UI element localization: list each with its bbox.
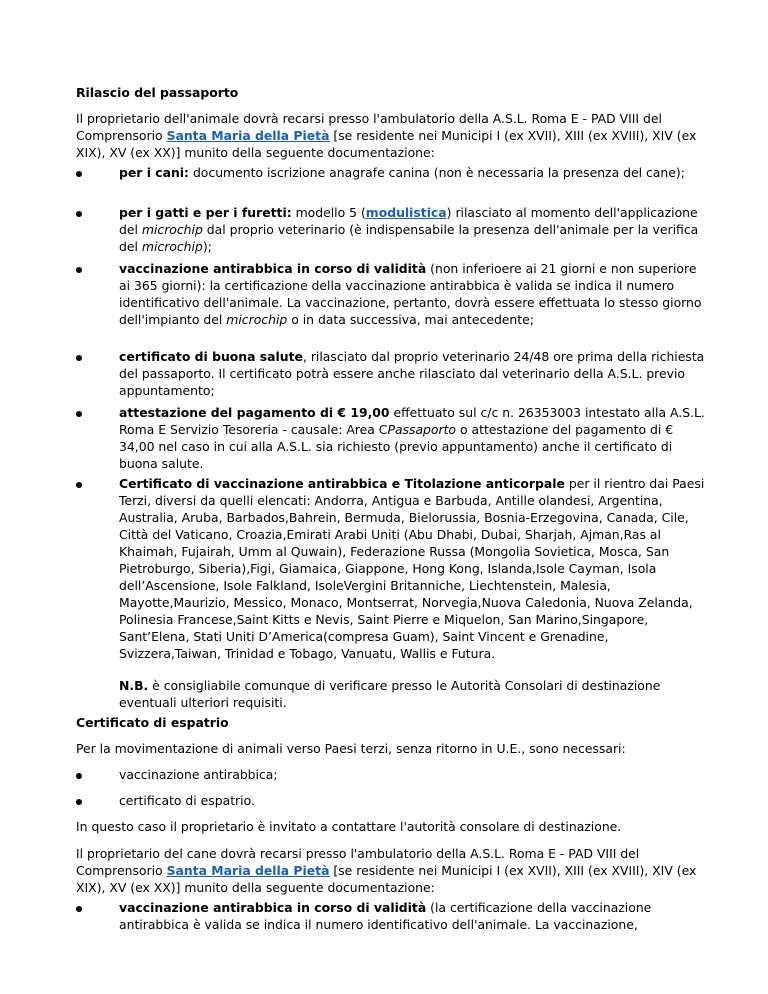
espatrio-intro: Per la movimentazione di animali verso Paesi terzi, senza ritorno in U.E., sono necessari:: [76, 741, 626, 756]
modulistica-link[interactable]: modulistica: [365, 205, 447, 220]
item-text: documento iscrizione anagrafe canina (non è necessaria la presenza del cane);: [189, 165, 685, 180]
item-label: per i cani:: [119, 165, 189, 180]
list-item-vaccinazione: [119, 260, 709, 328]
intro-paragraph: [76, 110, 708, 161]
item-label: certificato di buona salute: [119, 349, 303, 364]
bullet-icon: [76, 211, 82, 217]
item-emphasis: Passaporto: [387, 422, 457, 437]
santa-maria-link[interactable]: Santa Maria della Pietà: [166, 128, 330, 143]
item-text: dal proprio veterinario (è indispensabile la presenza dell'animale per la verifica del: [119, 222, 699, 254]
intro-text: Il proprietario dell'animale dovrà recarsi presso l'ambulatorio della A.S.L. Roma E - PAD VIII del Comprensorio: [76, 111, 662, 143]
nb-label: N.B.: [119, 678, 149, 693]
section-title-passaporto: Rilascio del passaporto: [76, 85, 239, 100]
item-label: vaccinazione antirabbica in corso di validità: [119, 261, 427, 276]
item-text: ) rilasciato al momento dell'applicazione del: [119, 205, 698, 237]
list-item-gatti: [119, 204, 709, 255]
paragraph-text-2: [se residente nei Municipi I (ex XVII), XIII (ex XVIII), XIV (ex XIX), XV (ex XX)] munito della seguente documentazione:: [76, 863, 697, 895]
bullet-icon: [76, 171, 82, 177]
list-item-titolazione: [119, 475, 709, 662]
item-label: per i gatti e per i furetti:: [119, 205, 292, 220]
item-label: attestazione del pagamento di € 19,00: [119, 405, 390, 420]
list-item-certificato-salute: [119, 348, 709, 399]
bullet-icon: [76, 355, 82, 361]
item-emphasis: microchip: [141, 239, 203, 254]
item-text: o in data successiva, mai antecedente;: [287, 312, 534, 327]
item-emphasis: microchip: [226, 312, 288, 327]
paragraph-text: Il proprietario del cane dovrà recarsi presso l'ambulatorio della A.S.L. Roma E - PAD VIII del Comprensorio: [76, 846, 640, 878]
item-text: , rilasciato dal proprio veterinario 24/48 ore prima della richiesta del passaporto. Il certificato potrà essere anche rilasciato dal veterinario della A.S.L. previo appuntamento;: [119, 349, 705, 398]
item-text: modello 5 (: [291, 205, 366, 220]
bullet-icon: [76, 799, 82, 805]
bullet-icon: [76, 411, 82, 417]
list-item-cani: [119, 164, 709, 181]
item-text: );: [202, 239, 212, 254]
list-item-vaccinazione-2: [119, 899, 709, 933]
item-emphasis: microchip: [141, 222, 203, 237]
bullet-icon: [76, 773, 82, 779]
santa-maria-link-2[interactable]: Santa Maria della Pietà: [166, 863, 330, 878]
item-text: effettuato sul c/c n. 26353003 intestato alla A.S.L. Roma E Servizio Tesoreria - causale: Area C: [119, 405, 705, 437]
list-item-certificato-espatrio: certificato di espatrio.: [119, 793, 255, 808]
item-label: vaccinazione antirabbica in corso di validità: [119, 900, 427, 915]
bullet-icon: [76, 906, 82, 912]
item-text: o attestazione del pagamento di € 34,00 nel caso in cui alla A.S.L. sia richiesto (previo appuntamento) anche il certificato di buona salute.: [119, 422, 674, 471]
item-text: per il rientro dai Paesi Terzi, diversi da quelli elencati: Andorra, Antigua e Barbuda, Antille olandesi, Argentina, Australia, Aruba, Barbados,Bahrein, Bermuda, Bielorussia, Bosnia-Erzegovina, Canada, Cile, Città del Vaticano, Croazia,Emirati Arabi Uniti (Abu Dhabi, Dubai, Sharjah, Ajman,Ras al Khaimah, Fujairah, Umm al Quwain), Federazione Russa (Mongolia Sovietica, Mosca, San Pietroburgo, Siberia),Figi, Giamaica, Giappone, Hong Kong, Islanda,Isole Cayman, Isola dell’Ascensione, Isole Falkland, IsoleVergini Britanniche, Liechtenstein, Malesia, Mayotte,Maurizio, Messico, Monaco, Montserrat, Norvegia,Nuova Caledonia, Nuova Zelanda, Polinesia Francese,Saint Kitts e Nevis, Saint Pierre e Miquelon, San Marino,Singapore, Sant’Elena, Stati Uniti D’America(compresa Guam), Saint Vincent e Grenadine, Svizzera,Taiwan, Trinidad e Tobago, Vanuatu, Wallis e Futura.: [119, 476, 705, 661]
item-label: Certificato di vaccinazione antirabbica e Titolazione anticorpale: [119, 476, 565, 491]
nb-note: [119, 677, 709, 711]
intro-text-2: [se residente nei Municipi I (ex XVII), XIII (ex XVIII), XIV (ex XIX), XV (ex XX)] munito della seguente documentazione:: [76, 128, 697, 160]
bullet-icon: [76, 267, 82, 273]
list-item-vaccinazione-antirabbica: vaccinazione antirabbica;: [119, 767, 278, 782]
bullet-icon: [76, 482, 82, 488]
item-text: (la certificazione della vaccinazione antirabbica è valida se indica il numero identificativo dell'animale. La vaccinazione,: [119, 900, 652, 932]
list-item-pagamento: [119, 404, 709, 472]
section-title-espatrio: Certificato di espatrio: [76, 715, 229, 730]
espatrio-paragraph-1: In questo caso il proprietario è invitato a contattare l'autorità consolare di destinazione.: [76, 819, 622, 834]
item-text: (non inferioere ai 21 giorni e non superiore ai 365 giorni): la certificazione della vaccinazione antirabbica è valida se indica il numero identificativo dell'animale. La vaccinazione, pertanto, dovrà essere effettuata lo stesso giorno dell'impianto del: [119, 261, 702, 327]
nb-text: è consigliabile comunque di verificare presso le Autorità Consolari di destinazione eventuali ulteriori requisiti.: [119, 678, 661, 710]
espatrio-paragraph-2: [76, 845, 708, 896]
